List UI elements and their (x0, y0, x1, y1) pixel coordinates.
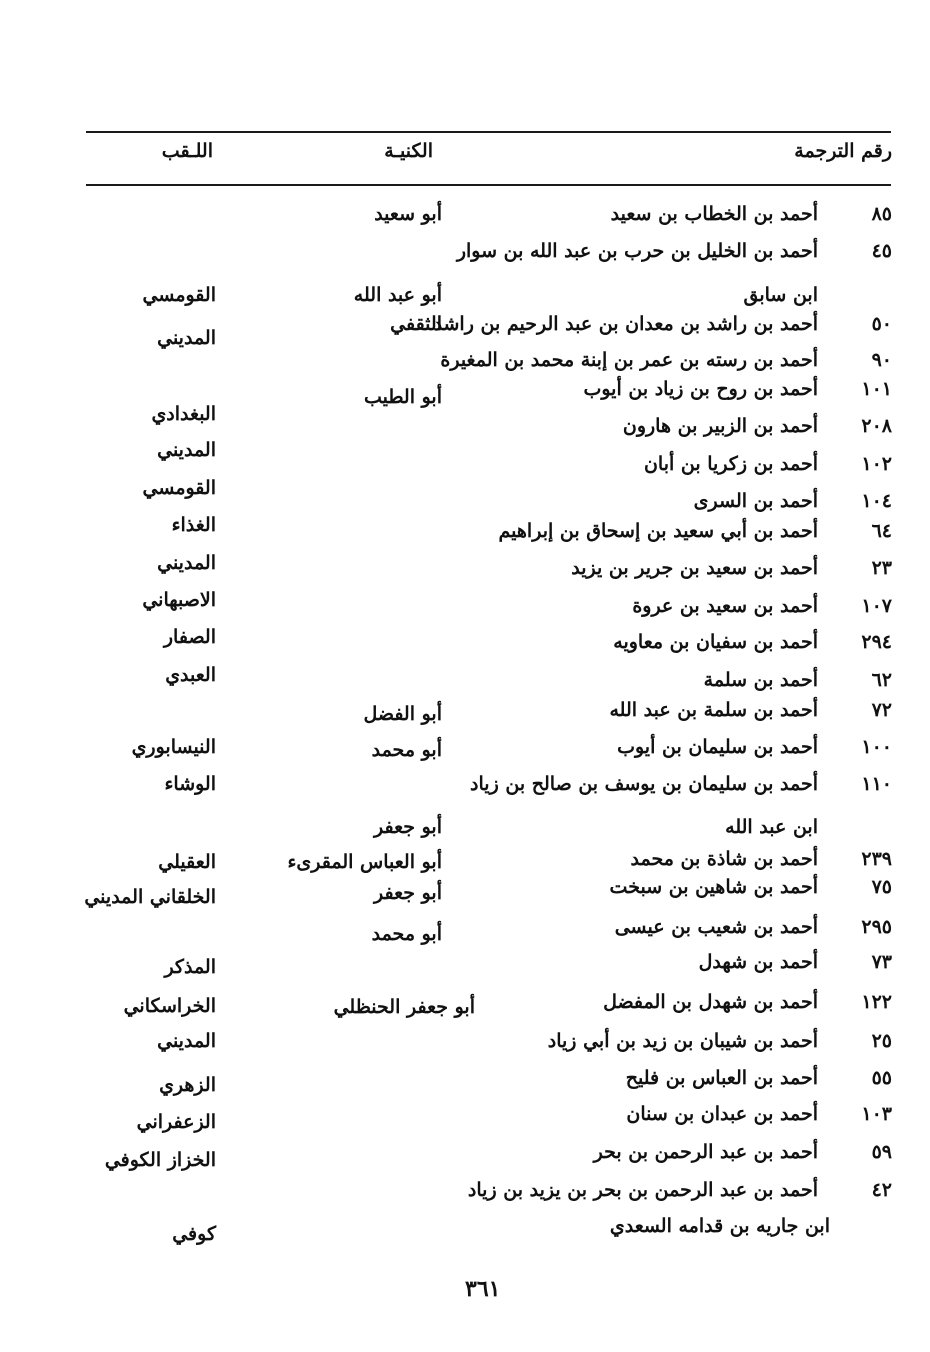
entry-laqab: البغدادي (151, 403, 216, 425)
entry-kunya: أبو جعفر (373, 816, 442, 838)
entry-name: ابن عبد الله (725, 816, 818, 838)
entry-name: أحمد بن عبد الرحمن بن بحر (593, 1141, 818, 1163)
entry-laqab: العقيلي (158, 851, 216, 873)
entry-name: أحمد بن أبي سعيد بن إسحاق بن إبراهيم (498, 520, 818, 542)
table-row (0, 770, 930, 804)
entry-number: ٥٠ (871, 313, 892, 335)
table-row (0, 873, 930, 907)
entry-number: ٢٣ (871, 557, 892, 579)
entry-laqab: كوفي (172, 1223, 216, 1245)
entry-laqab: الغذاء (171, 514, 216, 536)
entry-name: أحمد بن عبدان بن سنان (626, 1103, 818, 1125)
entry-number: ٤٥ (871, 240, 892, 262)
entry-laqab: الخراسكاني (123, 995, 216, 1017)
table-row (0, 310, 930, 349)
table-row (0, 733, 930, 767)
entry-name: أحمد بن شاهين بن سبخت (609, 876, 818, 898)
entry-laqab: الزهري (159, 1074, 216, 1096)
table-row (0, 403, 930, 446)
entry-name: أحمد بن سليمان بن أيوب (617, 736, 818, 758)
entry-number: ١١٠ (861, 773, 892, 795)
table-row (0, 375, 930, 409)
entry-name: أحمد بن شيبان بن زيد بن أبي زياد (547, 1030, 818, 1052)
entry-name: ابن جاريه بن قدامه السعدي (609, 1215, 830, 1237)
entry-name: أحمد بن سليمان بن يوسف بن صالح بن زياد (470, 773, 818, 795)
column-header-number: رقم الترجمة (794, 140, 892, 162)
table-row (0, 666, 930, 700)
entry-kunya: أبو سعيد (374, 203, 442, 225)
table-row (0, 514, 930, 551)
entry-number: ٥٥ (871, 1067, 892, 1089)
entry-name: أحمد بن العباس بن فليح (625, 1067, 818, 1089)
table-row (0, 1027, 930, 1061)
entry-laqab: القومسي (142, 477, 216, 499)
entry-name: أحمد بن سعيد بن عروة (632, 595, 818, 617)
entry-kunya: أبو الفضل (363, 703, 442, 725)
entry-laqab: القومسي (142, 284, 216, 306)
entry-number: ٧٣ (871, 951, 892, 973)
entry-laqab: الصفار (163, 626, 216, 648)
entry-laqab: المديني (157, 1030, 216, 1052)
column-header-laqab: اللـقب (161, 140, 213, 162)
entry-name: أحمد بن شعيب بن عيسى (614, 916, 818, 938)
entry-kunya: الثقفي (390, 313, 442, 335)
entry-name: أحمد بن الزبير بن هارون (622, 415, 818, 437)
entry-number: ٩٠ (871, 349, 892, 371)
entry-name: أحمد بن السرى (693, 490, 818, 512)
entry-name: أحمد بن روح بن زياد بن أيوب (583, 378, 818, 400)
entry-number: ٢٩٥ (861, 916, 892, 938)
table-row (0, 554, 930, 588)
table-row (0, 1100, 930, 1134)
table-row (0, 628, 930, 662)
table-row (0, 237, 930, 271)
entry-kunya: أبو جعفر (373, 882, 442, 904)
entry-kunya: أبو جعفر الحنظلي (333, 996, 475, 1018)
table-row (0, 948, 930, 982)
table-row (0, 913, 930, 947)
table-row (0, 439, 930, 484)
entry-laqab: المديني (157, 439, 216, 461)
entry-laqab: العبدي (165, 664, 216, 686)
entry-number: ١٠٣ (861, 1103, 892, 1125)
table-row (0, 1138, 930, 1172)
entry-name: ابن سابق (743, 284, 818, 306)
entry-name: أحمد بن شاذة بن محمد (630, 848, 818, 870)
entry-number: ٧٢ (871, 699, 892, 721)
entry-number: ١٠٤ (861, 490, 892, 512)
entry-name: أحمد بن سلمة (703, 669, 818, 691)
entry-name: أحمد بن الخليل بن حرب بن عبد الله بن سوار (456, 240, 818, 262)
entry-name: أحمد بن شهدل بن المفضل (603, 991, 818, 1013)
entry-name: أحمد بن سفيان بن معاويه (613, 631, 818, 653)
entry-laqab: الخزاز الكوفي (104, 1149, 216, 1171)
entry-number: ٥٩ (871, 1141, 892, 1163)
entry-number: ١٠١ (861, 378, 892, 400)
entry-name: أحمد بن شهدل (698, 951, 818, 973)
entry-kunya: أبو محمد (371, 923, 442, 945)
entry-name: أحمد بن راشد بن معدان بن عبد الرحيم بن راشد (433, 313, 818, 335)
entry-kunya: أبو الطيب (363, 386, 442, 408)
entry-number: ٢٣٩ (861, 848, 892, 870)
entry-kunya: أبو عبد الله (353, 284, 442, 306)
entry-name: أحمد بن الخطاب بن سعيد (610, 203, 818, 225)
entry-laqab: المديني (157, 327, 216, 349)
table-row (0, 1176, 930, 1210)
entry-number: ٢٥ (871, 1030, 892, 1052)
entry-laqab: الخلقاني المديني (84, 886, 216, 908)
table-row (0, 696, 930, 730)
entry-number: ٧٥ (871, 876, 892, 898)
entry-laqab: الوشاء (164, 773, 216, 795)
entry-name: أحمد بن سلمة بن عبد الله (609, 699, 818, 721)
entry-name: أحمد بن زكريا بن أبان (643, 453, 818, 475)
entry-kunya: أبو محمد (371, 739, 442, 761)
column-header-kunya: الكنيـة (384, 140, 433, 162)
table-row (0, 477, 930, 521)
entry-name: أحمد بن رسته بن عمر بن إبنة محمد بن المغيرة (440, 349, 818, 371)
entry-number: ٤٢ (871, 1179, 892, 1201)
table-row (0, 988, 930, 1022)
table-row (0, 589, 930, 626)
entry-laqab: المذكر (164, 956, 216, 978)
entry-laqab: المديني (157, 552, 216, 574)
entry-number: ٦٢ (871, 669, 892, 691)
entry-kunya: أبو العباس المقرىء (287, 851, 442, 873)
entry-laqab: الاصبهاني (142, 589, 216, 611)
table-row (0, 200, 930, 234)
entry-laqab: النيسابوري (131, 736, 216, 758)
entry-name: أحمد بن عبد الرحمن بن بحر بن يزيد بن زياد (467, 1179, 818, 1201)
table-row (0, 1212, 930, 1246)
entry-number: ٢٩٤ (861, 631, 892, 653)
entry-number: ١٠٠ (861, 736, 892, 758)
entry-number: ١٠٢ (861, 453, 892, 475)
entry-name: أحمد بن سعيد بن جرير بن يزيد (571, 557, 818, 579)
entry-number: ٦٤ (871, 520, 892, 542)
page-number: ٣٦١ (465, 1276, 501, 1302)
table-row (0, 1064, 930, 1098)
entry-number: ١٠٧ (861, 595, 892, 617)
entry-number: ١٢٢ (861, 991, 892, 1013)
entry-number: ٨٥ (871, 203, 892, 225)
entry-number: ٢٠٨ (861, 415, 892, 437)
table-row (0, 813, 930, 847)
entry-laqab: الزعفراني (136, 1111, 216, 1133)
